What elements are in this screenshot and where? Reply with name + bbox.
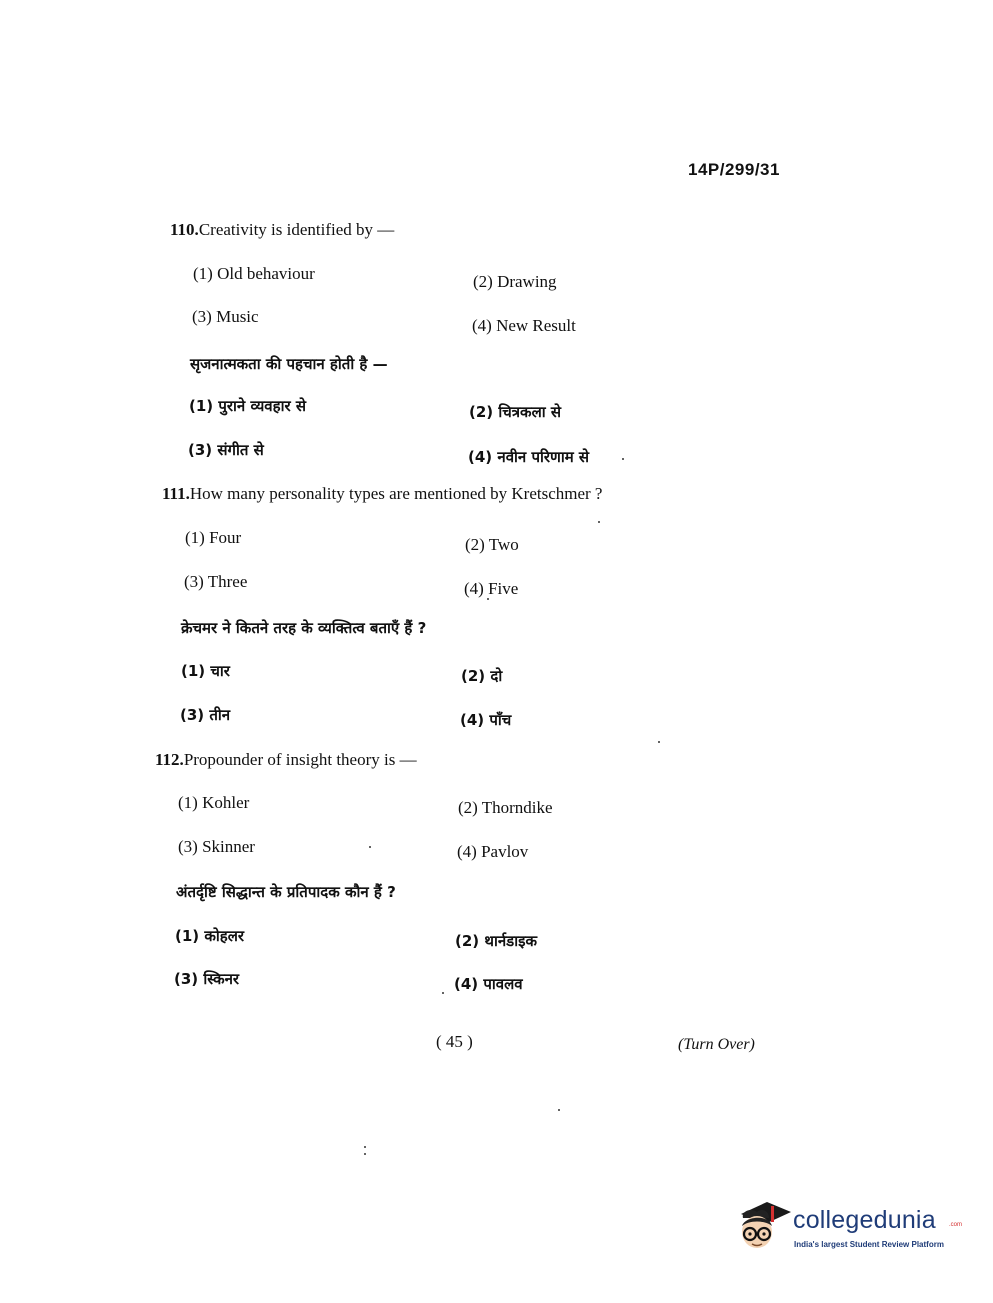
question-110 [170, 220, 394, 240]
option-4: (4) New Result [472, 316, 576, 335]
turn-over-note: (Turn Over) [678, 1036, 755, 1053]
hindi-option-2: (2) थार्नडाइक [455, 932, 537, 950]
option-1: (1) Kohler [178, 793, 250, 812]
hindi-option-2: (2) चित्रकला से [469, 403, 561, 421]
question-text: Propounder of insight theory is — [183, 750, 417, 769]
scan-speck [487, 598, 489, 600]
question-text: Creativity is identified by — [198, 220, 395, 239]
hindi-option-3: (3) तीन [180, 706, 231, 724]
hindi-option-3: (3) संगीत से [188, 441, 264, 459]
option-3: (3) Three [184, 572, 248, 591]
question-number: 110. [170, 220, 199, 239]
scan-speck [658, 741, 660, 743]
scan-speck [364, 1146, 366, 1148]
hindi-option-4: (4) पाँच [460, 711, 512, 729]
question-text: How many personality types are mentioned by Kretschmer ? [189, 484, 603, 503]
option-4: (4) Five [464, 579, 519, 598]
option-3: (3) Skinner [178, 837, 255, 856]
question-number: 111. [162, 484, 190, 503]
option-1: (1) Old behaviour [193, 264, 315, 283]
hindi-option-4: (4) पावलव [454, 975, 523, 993]
option-2: (2) Two [465, 535, 519, 554]
hindi-option-1: (1) पुराने व्यवहार से [189, 397, 306, 415]
logo-tagline: India's largest Student Review Platform [794, 1240, 944, 1249]
mascot-icon [735, 1196, 791, 1256]
option-2: (2) Drawing [473, 272, 557, 291]
hindi-question: क्रेचमर ने कितने तरह के व्यक्तित्व बताएँ हैं ? [181, 619, 427, 637]
hindi-question: सृजनात्मकता की पहचान होती है — [190, 355, 388, 373]
page-number: ( 45 ) [436, 1032, 473, 1051]
scan-speck [598, 521, 600, 523]
logo-domain: .com [949, 1222, 963, 1228]
logo-name: collegedunia [793, 1206, 936, 1234]
hindi-question: अंतर्दृष्टि सिद्धान्त के प्रतिपादक कौन हैं ? [176, 883, 396, 901]
hindi-option-4: (4) नवीन परिणाम से [468, 448, 590, 466]
hindi-option-3: (3) स्किनर [174, 970, 240, 988]
question-112 [155, 750, 417, 770]
option-4: (4) Pavlov [457, 842, 529, 861]
collegedunia-logo [735, 1196, 965, 1258]
hindi-option-2: (2) दो [461, 667, 503, 685]
hindi-option-1: (1) कोहलर [175, 927, 245, 945]
option-1: (1) Four [185, 528, 242, 547]
scan-speck [558, 1109, 560, 1111]
page-code: 14P/299/31 [688, 160, 780, 179]
scan-speck [442, 992, 444, 994]
option-3: (3) Music [192, 307, 259, 326]
question-number: 112. [155, 750, 184, 769]
scan-speck [622, 458, 624, 460]
scan-speck [364, 1153, 366, 1155]
scan-speck [369, 846, 371, 848]
hindi-option-1: (1) चार [181, 662, 230, 680]
option-2: (2) Thorndike [458, 798, 553, 817]
question-111 [162, 484, 602, 504]
